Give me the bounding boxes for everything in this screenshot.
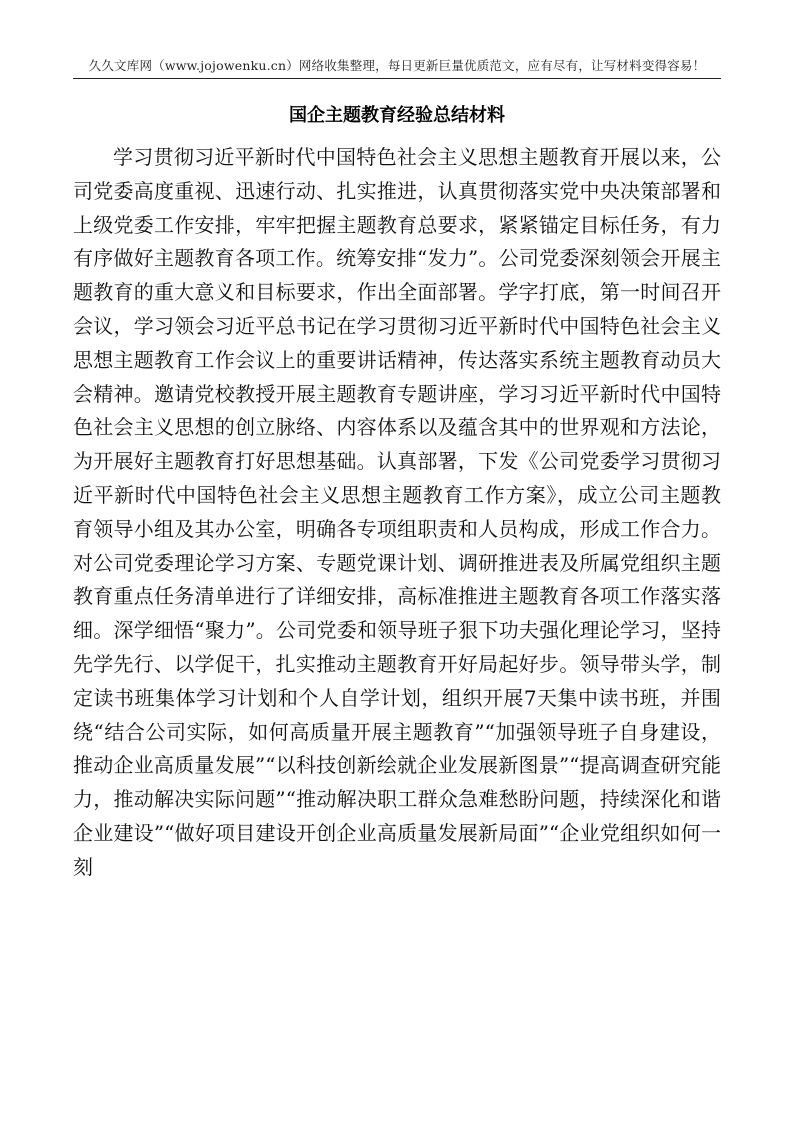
body-paragraph: 学习贯彻习近平新时代中国特色社会主义思想主题教育开展以来，公司党委高度重视、迅速行动、扎实推进，认真贯彻落实党中央决策部署和上级党委工作安排，牢牢把握主题教育总要求，紧紧锚定目标任务，有力有序做好主题教育各项工作。统筹安排“发力”。公司党委深刻领会开展主题教育的重大意义和目标要求，作出全面部署。学字打底，第一时间召开会议，学习领会习近平总书记在学习贯彻习近平新时代中国特色社会主义思想主题教育工作会议上的重要讲话精神，传达落实系统主题教育动员大会精神。邀请党校教授开展主题教育专题讲座，学习习近平新时代中国特色社会主义思想的创立脉络、内容体系以及蕴含其中的世界观和方法论，为开展好主题教育打好思想基础。认真部署，下发《公司党委学习贯彻习近平新时代中国特色社会主义思想主题教育工作方案》，成立公司主题教育领导小组及其办公室，明确各专项组职责和人员构成，形成工作合力。对公司党委理论学习方案、专题党课计划、调研推进表及所属党组织主题教育重点任务清单进行了详细安排，高标准推进主题教育各项工作落实落细。深学细悟“聚力”。公司党委和领导班子狠下功夫强化理论学习，坚持先学先行、以学促干，扎实推动主题教育开好局起好步。领导带头学，制定读书班集体学习计划和个人自学计划，组织开展7天集中读书班，并围绕“结合公司实际，如何高质量开展主题教育”“加强领导班子自身建设，推动企业高质量发展”“以科技创新绘就企业发展新图景”“提高调查研究能力，推动解决实际问题”“推动解决职工群众急难愁盼问题，持续深化和谐企业建设”“做好项目建设开创企业高质量发展新局面”“企业党组织如何一刻 — [73, 145, 721, 879]
page-header: 久久文库网（www.jojowenku.cn）网络收集整理，每日更新巨量优质范文，应有尽有，让写材料变得容易！ — [88, 58, 706, 73]
document-title: 国企主题教育经验总结材料 — [289, 105, 505, 126]
header-divider — [73, 78, 721, 79]
